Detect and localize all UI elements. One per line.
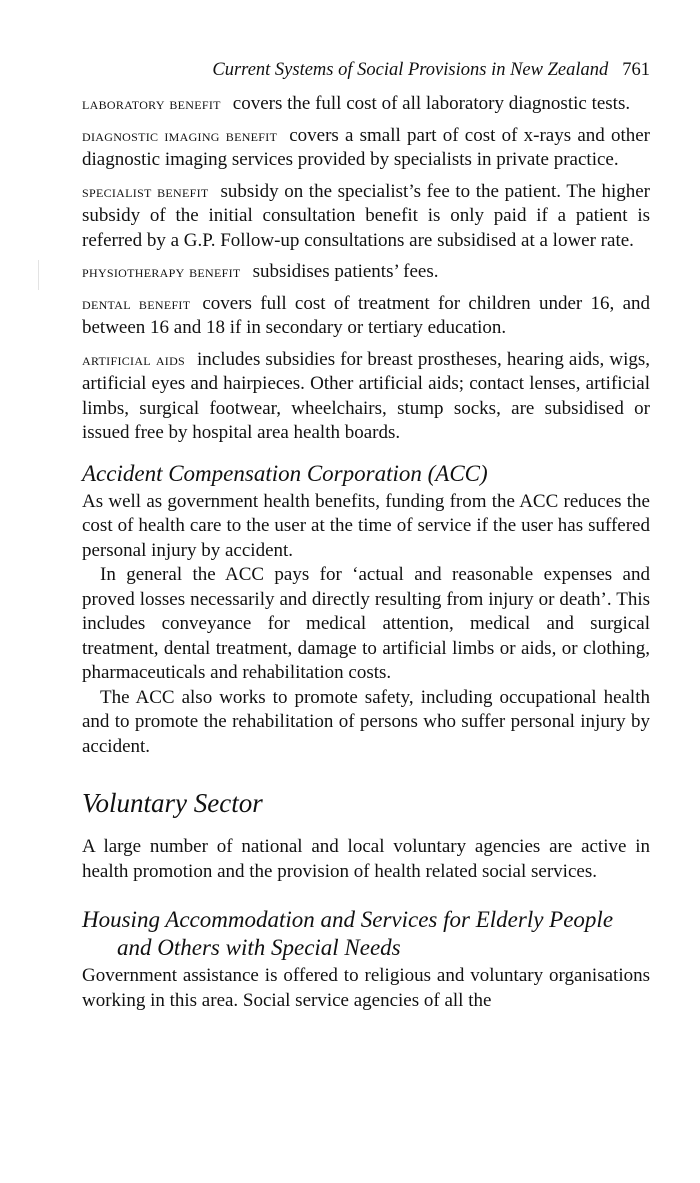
acc-heading: Accident Compensation Corporation (ACC)	[82, 460, 488, 486]
acc-paragraph: In general the ACC pays for ‘actual and reasonable expenses and proved losses necessarily and directly resulting from injury or death’. This includes conveyance for medical attention, medical and surgical treatment, dental treatment, damage to artificial limbs or aids, or clothing, pharmaceuticals and rehabilitation costs.	[82, 564, 650, 683]
acc-paragraph: As well as government health benefits, funding from the ACC reduces the cost of health care to the user at the time of service if the user has suffered personal injury by accident.	[82, 490, 650, 561]
benefit-entry-diagnostic-imaging	[82, 124, 650, 173]
benefit-text: subsidy on the specialist’s fee to the patient. The higher subsidy of the initial consultation benefit is only paid if a patient is referred by a G.P. Follow-up consultations are subsidised at a lower rate.	[82, 180, 650, 251]
benefit-term: diagnostic imaging benefit	[82, 125, 278, 145]
benefit-term: artificial aids	[82, 349, 186, 369]
voluntary-sector-heading: Voluntary Sector	[82, 788, 263, 818]
benefit-text: covers the full cost of all laboratory diagnostic tests.	[232, 93, 631, 114]
benefit-entry-laboratory	[82, 92, 650, 117]
running-header	[82, 58, 650, 82]
benefit-term: laboratory benefit	[82, 94, 221, 113]
book-page	[82, 58, 650, 1013]
page-number: 761	[622, 60, 650, 80]
benefit-term: physiotherapy benefit	[82, 262, 241, 281]
benefit-entry-specialist	[82, 180, 650, 254]
benefit-text: includes subsidies for breast prostheses, hearing aids, wigs, artificial eyes and hairpieces. Other artificial aids; contact lenses, artificial limbs, surgical footwear, wheelchairs, stump socks, are subsidised or issued free by hospital area health boards.	[82, 348, 650, 443]
running-title: Current Systems of Social Provisions in New Zealand	[212, 60, 609, 80]
benefit-entry-artificial-aids	[82, 348, 650, 446]
benefit-entry-dental	[82, 292, 650, 341]
benefit-term: specialist benefit	[82, 181, 209, 201]
voluntary-sector-paragraph: A large number of national and local voluntary agencies are active in health promotion and the provision of health related social services.	[82, 836, 650, 882]
benefit-text: subsidises patients’ fees.	[252, 261, 439, 282]
benefit-text: covers a small part of cost of x-rays and other diagnostic imaging services provided by specialists in private practice.	[82, 124, 650, 170]
acc-paragraph: The ACC also works to promote safety, including occupational health and to promote the rehabilitation of persons who suffer personal injury by accident.	[82, 686, 650, 757]
margin-mark	[38, 260, 39, 290]
housing-heading: Housing Accommodation and Services for Elderly People and Others with Special Needs	[82, 907, 614, 960]
benefit-entry-physiotherapy	[82, 260, 650, 285]
housing-paragraph: Government assistance is offered to religious and voluntary organisations working in this area. Social service agencies of all the	[82, 965, 650, 1011]
benefit-text: covers full cost of treatment for children under 16, and between 16 and 18 if in secondary or tertiary education.	[82, 292, 650, 338]
benefit-term: dental benefit	[82, 293, 191, 313]
